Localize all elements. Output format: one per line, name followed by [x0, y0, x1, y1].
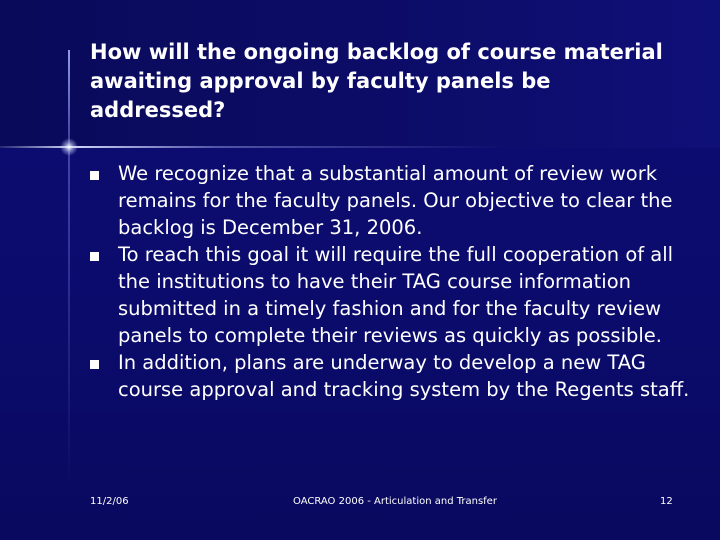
bullet-list: [90, 160, 690, 403]
slide-title: How will the ongoing backlog of course material awaiting approval by faculty panels be addressed?: [90, 40, 663, 122]
square-bullet-icon: [90, 252, 99, 261]
footer-title: OACRAO 2006 - Articulation and Transfer: [293, 496, 497, 507]
bullet-text: We recognize that a substantial amount of review work remains for the faculty panels. Our objective to clear the backlog is December 31, 2006.: [118, 162, 673, 239]
footer-date: 11/2/06: [90, 496, 129, 507]
square-bullet-icon: [90, 171, 99, 180]
decorative-horizontal-line: [0, 146, 720, 148]
bullet-item: [90, 241, 690, 349]
bullet-text: To reach this goal it will require the full cooperation of all the institutions to have their TAG course information submitted in a timely fashion and for the faculty review panels to complete their reviews as quickly as possible.: [118, 243, 674, 347]
sparkle-icon: [60, 138, 78, 156]
page-number: 12: [660, 496, 673, 507]
square-bullet-icon: [90, 360, 99, 369]
decorative-vertical-line: [68, 50, 70, 490]
bullet-item: [90, 349, 690, 403]
bullet-text: In addition, plans are underway to develop a new TAG course approval and tracking system by the Regents staff.: [118, 351, 690, 401]
bullet-item: [90, 160, 690, 241]
